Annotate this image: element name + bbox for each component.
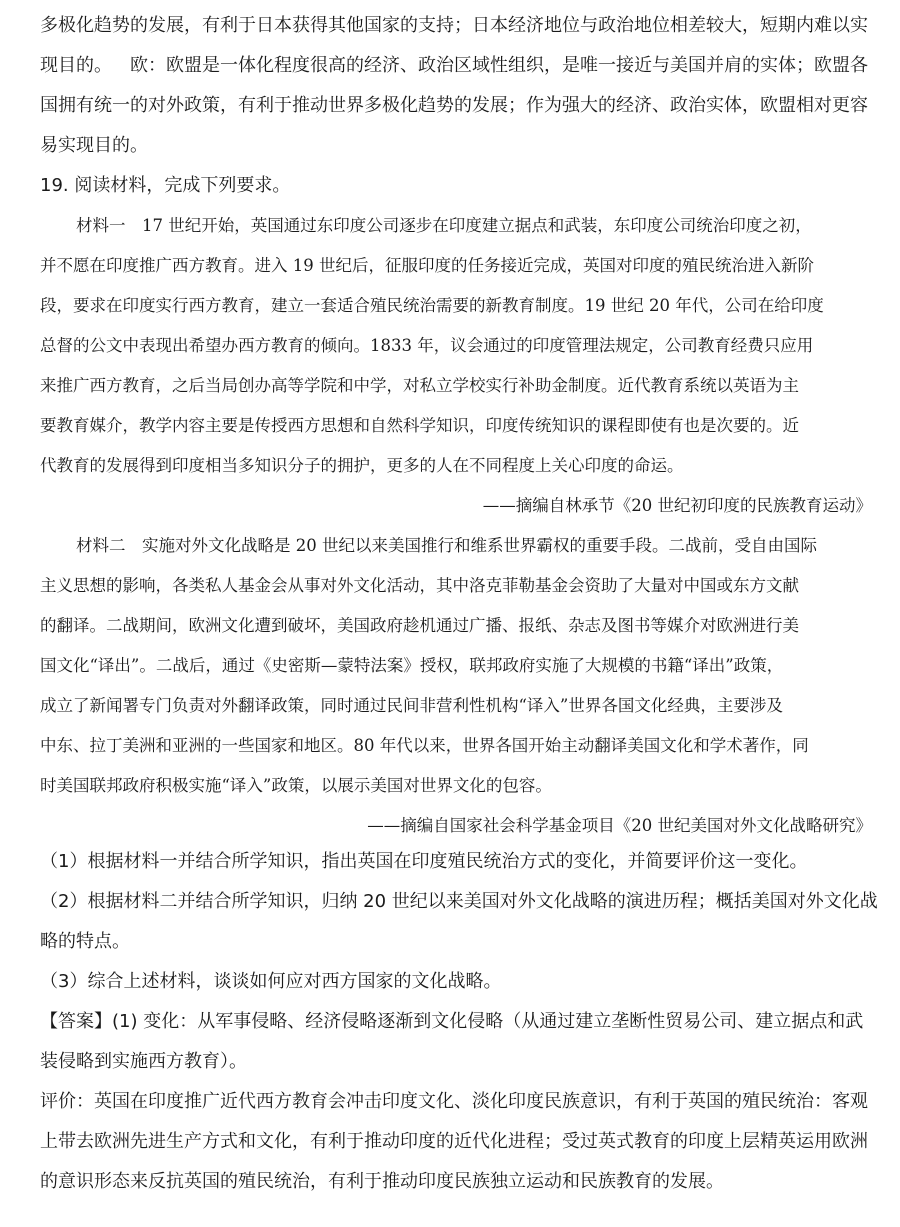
text-line xyxy=(40,46,868,86)
requirement-3: （3）综合上述材料，谈谈如何应对西方国家的文化战略。 xyxy=(40,971,502,992)
material-line: 中东、拉丁美洲和亚洲的一些国家和地区。80 年代以来，世界各国开始主动翻译美国文化和学术著作，同 xyxy=(40,736,809,755)
material-line: 并不愿在印度推广西方教育。进入 19 世纪后，征服印度的任务接近完成，英国对印度的殖民统治进入新阶 xyxy=(40,256,814,275)
answer-section xyxy=(40,1002,868,1202)
material-line: 要教育媒介，教学内容主要是传授西方思想和自然科学知识，印度传统知识的课程即使有也是次要的。近 xyxy=(40,416,799,435)
material-line: 国文化“译出”。二战后，通过《史密斯—蒙特法案》授权，联邦政府实施了大规模的书籍“译出”政策， xyxy=(40,656,784,675)
evaluation-line: 上带去欧洲先进生产方式和文化，有利于推动印度的近代化进程；受过英式教育的印度上层精英运用欧洲 xyxy=(40,1131,868,1152)
material-source: ——摘编自林承节《20 世纪初印度的民族教育运动》 xyxy=(482,496,872,515)
text-line: 国拥有统一的对外政策，有利于推动世界多极化趋势的发展；作为强大的经济、政治实体，欧盟相对更容 xyxy=(40,95,868,116)
requirement-2: （2）根据材料二并结合所学知识，归纳 20 世纪以来美国对外文化战略的演进历程；概括美国对外文化战 xyxy=(40,891,878,912)
material-line: 时美国联邦政府积极实施“译入”政策，以展示美国对世界文化的包容。 xyxy=(40,776,552,795)
requirement-1: （1）根据材料一并结合所学知识，指出英国在印度殖民统治方式的变化，并简要评价这一变化。 xyxy=(40,851,808,872)
evaluation-line: 评价：英国在印度推广近代西方教育会冲击印度文化、淡化印度民族意识，有利于英国的殖民统治：客观 xyxy=(40,1091,868,1112)
text-span: 欧：欧盟是一体化程度很高的经济、政治区域性组织，是唯一接近与美国并肩的实体；欧盟各 xyxy=(130,55,868,76)
material-line: 来推广西方教育，之后当局创办高等学院和中学，对私立学校实行补助金制度。近代教育系统以英语为主 xyxy=(40,376,799,395)
requirements xyxy=(40,842,878,1002)
material-line: 代教育的发展得到印度相当多知识分子的拥护，更多的人在不同程度上关心印度的命运。 xyxy=(40,456,684,475)
material-line: 材料一 17 世纪开始，英国通过东印度公司逐步在印度建立据点和武装，东印度公司统治印度之初， xyxy=(76,216,812,235)
top-paragraph xyxy=(40,6,868,166)
evaluation-line: 的意识形态来反抗英国的殖民统治，有利于推动印度民族独立运动和民族教育的发展。 xyxy=(40,1171,724,1192)
answer-line: 装侵略到实施西方教育）。 xyxy=(40,1051,247,1072)
text-line: 多极化趋势的发展，有利于日本获得其他国家的支持；日本经济地位与政治地位相差较大，短期内难以实 xyxy=(40,15,868,36)
material-one xyxy=(40,206,872,526)
material-line: 的翻译。二战期间，欧洲文化遭到破坏，美国政府趁机通过广播、报纸、杂志及图书等媒介对欧洲进行美 xyxy=(40,616,799,635)
material-line: 主义思想的影响，各类私人基金会从事对外文化活动，其中洛克菲勒基金会资助了大量对中国或东方文献 xyxy=(40,576,799,595)
material-line: 段，要求在印度实行西方教育，建立一套适合殖民统治需要的新教育制度。19 世纪 20 年代，公司在给印度 xyxy=(40,296,824,315)
text-line: 易实现目的。 xyxy=(40,135,148,156)
material-source: ——摘编自国家社会科学基金项目《20 世纪美国对外文化战略研究》 xyxy=(367,816,872,835)
material-line: 材料二 实施对外文化战略是 20 世纪以来美国推行和维系世界霸权的重要手段。二战前，受自由国际 xyxy=(76,536,817,555)
answer-line xyxy=(40,1002,868,1042)
text-span: 现目的。 xyxy=(40,55,112,76)
material-two xyxy=(40,526,872,846)
answer-label: 【答案】 xyxy=(40,1011,112,1032)
requirement-2-cont: 略的特点。 xyxy=(40,931,130,952)
material-line: 成立了新闻署专门负责对外翻译政策，同时通过民间非营利性机构“译入”世界各国文化经典，主要涉及 xyxy=(40,696,783,715)
question-title: 19. 阅读材料，完成下列要求。 xyxy=(40,175,291,196)
material-line: 总督的公文中表现出希望办西方教育的倾向。1833 年，议会通过的印度管理法规定，公司教育经费只应用 xyxy=(40,336,814,355)
answer-text: (1) 变化：从军事侵略、经济侵略逐渐到文化侵略（从通过建立垄断性贸易公司、建立据点和武 xyxy=(112,1011,864,1032)
